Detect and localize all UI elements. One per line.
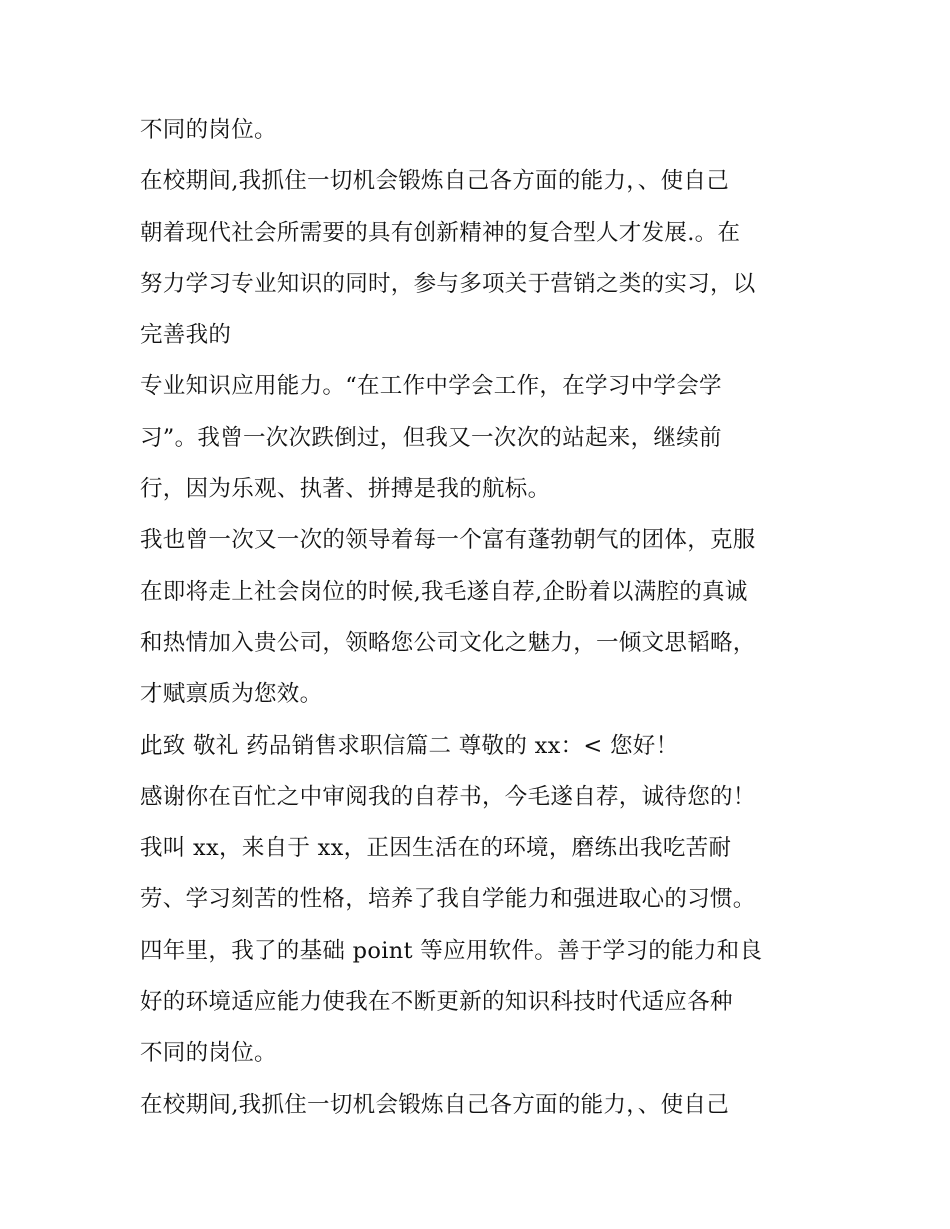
text-line: 四年里，我了的基础 point 等应用软件。善于学习的能力和良 — [140, 937, 763, 964]
text-line: 在校期间,我抓住一切机会锻炼自己各方面的能力，、使自己 — [140, 1091, 730, 1118]
text-line: 在即将走上社会岗位的时候,我毛遂自荐,企盼着以满腔的真诚 — [140, 578, 748, 605]
text-line: 在校期间,我抓住一切机会锻炼自己各方面的能力，、使自己 — [140, 168, 730, 195]
text-line: 此致 敬礼 药品销售求职信篇二 尊敬的 xx：< 您好！ — [140, 732, 679, 759]
text-line: 劳、学习刻苦的性格，培养了我自学能力和强进取心的习惯。 — [140, 886, 756, 913]
text-line: 努力学习专业知识的同时，参与多项关于营销之类的实习，以 — [140, 270, 756, 297]
text-line: 习”。我曾一次次跌倒过，但我又一次次的站起来，继续前 — [140, 424, 722, 451]
text-line: 不同的岗位。 — [140, 1040, 277, 1067]
text-line: 不同的岗位。 — [140, 117, 277, 143]
document-body — [140, 113, 830, 1139]
text-line: 才赋禀质为您效。 — [140, 681, 323, 708]
text-line: 专业知识应用能力。“在工作中学会工作，在学习中学会学 — [140, 373, 722, 400]
text-line: 我叫 xx，来自于 xx，正因生活在的环境，磨练出我吃苦耐 — [140, 835, 732, 862]
text-line: 好的环境适应能力使我在不断更新的知识科技时代适应各种 — [140, 989, 733, 1016]
text-line: 完善我的 — [140, 322, 232, 349]
text-line: 我也曾一次又一次的领导着每一个富有蓬勃朝气的团体，克服 — [140, 527, 756, 554]
text-line: 行，因为乐观、执著、拼搏是我的航标。 — [140, 476, 551, 503]
text-line: 感谢你在百忙之中审阅我的自荐书，今毛遂自荐，诚待您的！ — [140, 783, 756, 810]
text-line: 和热情加入贵公司，领略您公司文化之魅力，一倾文思韬略， — [140, 629, 756, 656]
text-line: 朝着现代社会所需要的具有创新精神的复合型人才发展.。在 — [140, 219, 741, 246]
